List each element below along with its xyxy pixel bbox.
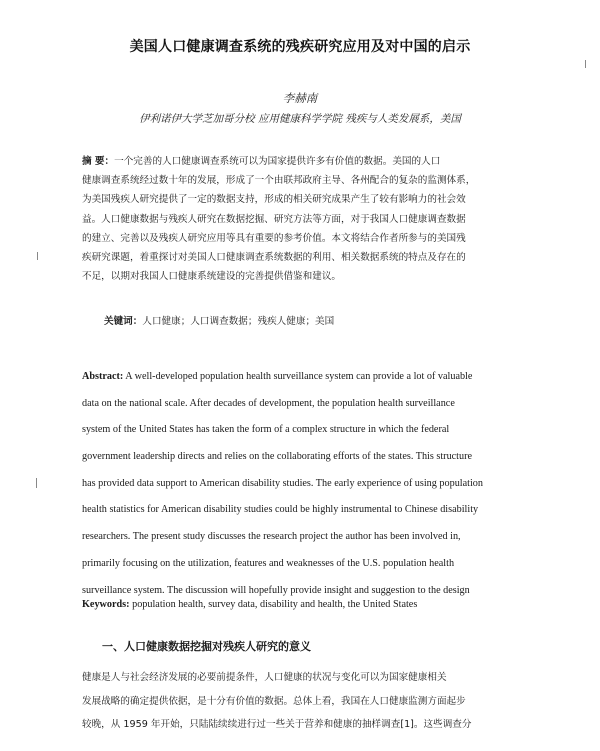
keywords-cn-text: 人口健康；人口调查数据；残疾人健康；美国 bbox=[142, 316, 335, 327]
scan-margin-mark bbox=[585, 60, 586, 68]
keywords-chinese bbox=[104, 313, 334, 327]
section-body bbox=[82, 666, 522, 737]
abstract-cn-line: 摘 要：一个完善的人口健康调查系统可以为国家提供许多有价值的数据。美国的人口 bbox=[82, 156, 441, 167]
keywords-cn-label: 关键词： bbox=[104, 316, 143, 327]
scan-margin-mark bbox=[36, 478, 37, 488]
author-affiliation: 伊利诺伊大学芝加哥分校 应用健康科学学院 残疾与人类发展系，美国 bbox=[139, 113, 461, 125]
section-heading: 一、人口健康数据挖掘对残疾人研究的意义 bbox=[102, 640, 311, 653]
abstract-cn-line: 为美国残疾人研究提供了一定的数据支持，形成的相关研究成果产生了较有影响力的社会效 bbox=[82, 194, 466, 206]
abstract-cn-line: 健康调查系统经过数十年的发展，形成了一个由联邦政府主导、各州配合的复杂的监测体系， bbox=[82, 175, 476, 187]
body-line: 发展战略的确定提供依据，是十分有价值的数据。总体上看，我国在人口健康监测方面起步 bbox=[82, 695, 466, 707]
abstract-chinese bbox=[82, 152, 522, 286]
author-name: 李赫南 bbox=[282, 91, 318, 105]
abstract-en-line: Abstract: A well-developed population health surveillance system can provide a lot of valuable bbox=[82, 371, 473, 382]
abstract-en-line: surveillance system. The discussion will hopefully provide insight and suggestion to the design bbox=[82, 584, 470, 596]
abstract-cn-line: 的建立、完善以及残疾人研究应用等具有重要的参考价值。本文将结合作者所参与的美国残 bbox=[82, 232, 466, 244]
abstract-en-line: system of the United States has taken the form of a complex structure in which the federal bbox=[82, 424, 450, 436]
abstract-en-line: has provided data support to American disability studies. The early experience of using population bbox=[82, 477, 483, 489]
abstract-en-line: primarily focusing on the utilization, features and weaknesses of the U.S. population health bbox=[82, 557, 455, 569]
abstract-cn-line: 疾研究课题，着重探讨对美国人口健康调查系统数据的利用、相关数据系统的特点及存在的 bbox=[82, 251, 466, 263]
abstract-cn-line: 不足，以期对我国人口健康系统建设的完善提供借鉴和建议。 bbox=[82, 271, 342, 283]
keywords-english bbox=[82, 599, 417, 610]
paper-title: 美国人口健康调查系统的残疾研究应用及对中国的启示 bbox=[129, 39, 471, 55]
keywords-en-text: population health, survey data, disability and health, the United States bbox=[129, 599, 418, 610]
abstract-cn-line: 益。人口健康数据与残疾人研究在数据挖掘、研究方法等方面，对于我国人口健康调查数据 bbox=[82, 213, 466, 225]
body-line: 较晚，从 1959 年开始，只陆陆续续进行过一些关于营养和健康的抽样调查[1]。这些调查分 bbox=[82, 719, 472, 730]
keywords-en-label: Keywords: bbox=[82, 599, 130, 610]
abstract-en-line: researchers. The present study discusses the research project the author has been involved in, bbox=[82, 531, 461, 543]
abstract-en-line: health statistics for American disability studies could be highly instrumental to Chinese disability bbox=[82, 504, 479, 516]
abstract-english bbox=[82, 364, 522, 604]
abstract-en-line: government leadership directs and relies on the collaborating efforts of the states. This structure bbox=[82, 451, 473, 463]
abstract-en-line: data on the national scale. After decades of development, the population health surveillance bbox=[82, 397, 455, 409]
scan-margin-mark bbox=[37, 252, 38, 260]
abstract-cn-label: 摘 要： bbox=[82, 156, 115, 167]
body-line: 健康是人与社会经济发展的必要前提条件，人口健康的状况与变化可以为国家健康相关 bbox=[82, 672, 447, 683]
abstract-en-label: Abstract: bbox=[82, 371, 124, 382]
